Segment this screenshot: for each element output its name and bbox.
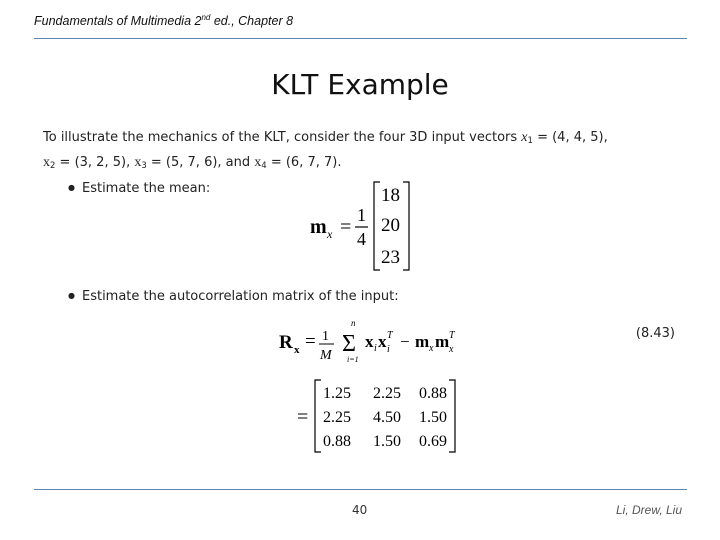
autocorr-minus: − [400, 332, 410, 351]
equation-number: (8.43) [635, 326, 675, 341]
autocorr-matrix [295, 378, 460, 454]
autocorr-term-x-sub: i [374, 343, 377, 354]
autocorr-term-xt: x [378, 332, 387, 351]
matrix-equals: = [297, 406, 309, 428]
slide-title: KLT Example [271, 68, 449, 101]
mean-frac-num: 1 [357, 205, 366, 225]
autocorr-sum-top: n [351, 318, 356, 328]
matrix-cell: 2.25 [323, 409, 351, 426]
matrix-cell: 0.88 [419, 385, 447, 402]
mean-lhs-sub: x [327, 227, 333, 241]
matrix-cell: 1.25 [323, 385, 351, 402]
autocorr-term-mt-sup: T [449, 330, 455, 341]
sum-icon: Σ [342, 331, 356, 357]
matrix-cell: 1.50 [373, 433, 401, 450]
autocorr-term-mt-sub: x [449, 344, 454, 355]
mean-bracket-left [374, 182, 380, 270]
autocorr-term-xt-sup: T [387, 330, 393, 341]
autocorr-equals: = [305, 331, 316, 352]
autocorr-term-mt: m [435, 332, 450, 351]
footer-rule [34, 489, 687, 490]
footer-authors: Li, Drew, Liu [615, 503, 682, 517]
autocorr-equation [275, 316, 475, 366]
autocorr-lhs: R [279, 332, 293, 353]
matrix-cell: 0.88 [323, 433, 351, 450]
autocorr-lhs-sub: x [294, 344, 300, 356]
bullet-dot-icon: ● [68, 291, 75, 300]
matrix-cell: 2.25 [373, 385, 401, 402]
mean-vector-entry: 23 [381, 247, 400, 268]
autocorr-sum-bottom: i=1 [347, 355, 359, 364]
bullet-mean: ● Estimate the mean: [68, 181, 211, 196]
autocorr-term-m-sub: x [429, 343, 434, 354]
autocorr-frac-den: M [320, 348, 332, 363]
bullet-autocorr: ● Estimate the autocorrelation matrix of the input: [68, 289, 399, 304]
mean-equation [300, 178, 420, 274]
matrix-cell: 4.50 [373, 409, 401, 426]
mean-lhs: m [310, 216, 327, 238]
header-rule [34, 38, 687, 39]
autocorr-term-xt-sub: i [387, 344, 390, 355]
mean-frac-den: 4 [357, 229, 366, 249]
matrix-cell: 1.50 [419, 409, 447, 426]
autocorr-term-x: x [365, 332, 374, 351]
autocorr-frac-num: 1 [322, 329, 329, 344]
matrix-cell: 0.69 [419, 433, 447, 450]
bullet-dot-icon: ● [68, 183, 75, 192]
mean-bracket-right [403, 182, 409, 270]
header-title: Fundamentals of Multimedia 2nd ed., Chapter 8 [34, 13, 294, 29]
mean-equals: = [340, 216, 352, 238]
mean-vector-entry: 20 [381, 215, 400, 236]
page-number: 40 [352, 503, 368, 517]
autocorr-term-m: m [415, 332, 430, 351]
matrix-bracket-right [449, 380, 455, 452]
intro-paragraph: To illustrate the mechanics of the KLT, consider the four 3D input vectors $x_1 = (4$, 4, 5), $x_2 = (3$, 2, 5), $x_3 = (5$, 7, 6), and $x_4 = (6$, 7, 7). [43, 130, 608, 171]
matrix-bracket-left [315, 380, 321, 452]
mean-vector-entry: 18 [381, 185, 400, 206]
